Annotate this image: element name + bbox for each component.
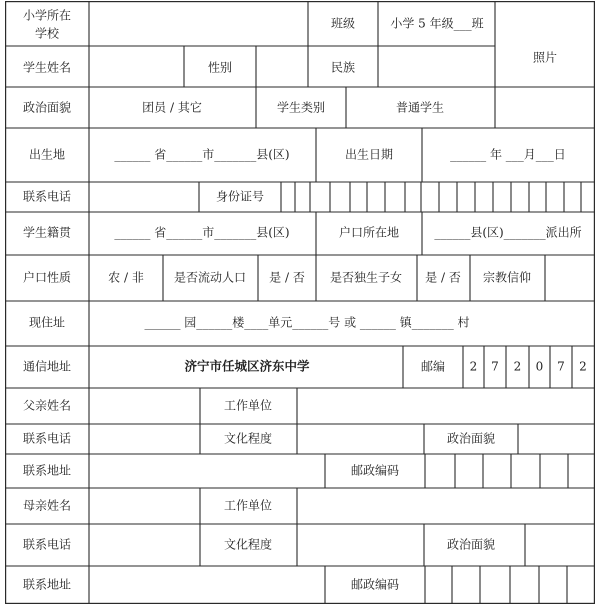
mail-address-value: 济宁市任城区济东中学 bbox=[184, 358, 310, 374]
mail-address-label: 通信地址 bbox=[22, 359, 72, 374]
father-work-label: 工作单位 bbox=[223, 398, 273, 413]
floating-value: 是 / 否 bbox=[269, 270, 305, 285]
postcode-digit: 2 bbox=[513, 359, 522, 374]
native-place-value: ______ 省______市_______县(区) bbox=[114, 225, 290, 240]
phone-label: 联系电话 bbox=[22, 189, 72, 204]
political-label: 政治面貌 bbox=[22, 100, 72, 115]
father-phone-label: 联系电话 bbox=[22, 431, 72, 446]
postcode-label: 邮编 bbox=[420, 359, 446, 374]
class-label: 班级 bbox=[330, 16, 356, 31]
school-label-line1: 小学所在 bbox=[22, 8, 72, 23]
only-child-label: 是否独生子女 bbox=[329, 270, 403, 285]
student-type-value: 普通学生 bbox=[395, 100, 445, 115]
photo-label: 照片 bbox=[532, 50, 558, 65]
mother-address-label: 联系地址 bbox=[22, 577, 72, 592]
name-label: 学生姓名 bbox=[22, 60, 72, 75]
student-type-label: 学生类别 bbox=[276, 100, 326, 115]
mother-work-label: 工作单位 bbox=[223, 498, 273, 513]
ethnicity-label: 民族 bbox=[330, 60, 356, 75]
row-dividers bbox=[5, 46, 595, 566]
column-dividers bbox=[89, 1, 581, 604]
floating-label: 是否流动人口 bbox=[173, 270, 247, 285]
father-address-label: 联系地址 bbox=[22, 463, 72, 478]
native-place-label: 学生籍贯 bbox=[22, 225, 72, 240]
hukou-location-value: ______县(区)_______派出所 bbox=[434, 225, 582, 240]
address-value: ______ 园______楼____单元______号 或 ______ 镇_______ 村 bbox=[144, 315, 470, 330]
id-number-label: 身份证号 bbox=[215, 189, 265, 204]
birthplace-label: 出生地 bbox=[28, 147, 66, 162]
school-label-line2: 学校 bbox=[34, 26, 60, 41]
student-registration-form bbox=[5, 1, 595, 604]
address-label: 现住址 bbox=[28, 315, 66, 330]
postcode-digit: 7 bbox=[557, 359, 565, 374]
father-political-label: 政治面貌 bbox=[446, 431, 496, 446]
birthplace-value: ______ 省______市_______县(区) bbox=[114, 147, 290, 162]
mother-postcode-label: 邮政编码 bbox=[350, 577, 400, 592]
birthdate-label: 出生日期 bbox=[344, 147, 394, 162]
father-name-label: 父亲姓名 bbox=[22, 398, 72, 413]
birthdate-value: ______ 年 ___月___日 bbox=[450, 147, 566, 162]
postcode-digit: 2 bbox=[469, 359, 478, 374]
religion-label: 宗教信仰 bbox=[482, 270, 532, 285]
hukou-type-label: 户口性质 bbox=[22, 270, 72, 285]
mother-phone-label: 联系电话 bbox=[22, 537, 72, 552]
father-education-label: 文化程度 bbox=[223, 431, 273, 446]
mother-name-label: 母亲姓名 bbox=[22, 498, 72, 513]
postcode-digit: 7 bbox=[491, 359, 499, 374]
only-child-value: 是 / 否 bbox=[425, 270, 461, 285]
political-value: 团员 / 其它 bbox=[142, 100, 202, 115]
hukou-type-value: 农 / 非 bbox=[108, 270, 144, 285]
mother-political-label: 政治面貌 bbox=[446, 537, 496, 552]
gender-label: 性别 bbox=[207, 60, 233, 75]
postcode-digit: 2 bbox=[579, 359, 587, 374]
mother-education-label: 文化程度 bbox=[223, 537, 273, 552]
form-border bbox=[6, 2, 595, 604]
class-value: 小学 5 年级___班 bbox=[390, 16, 484, 31]
hukou-location-label: 户口所在地 bbox=[338, 225, 400, 240]
postcode-digit: 0 bbox=[535, 359, 544, 374]
father-postcode-label: 邮政编码 bbox=[350, 463, 400, 478]
